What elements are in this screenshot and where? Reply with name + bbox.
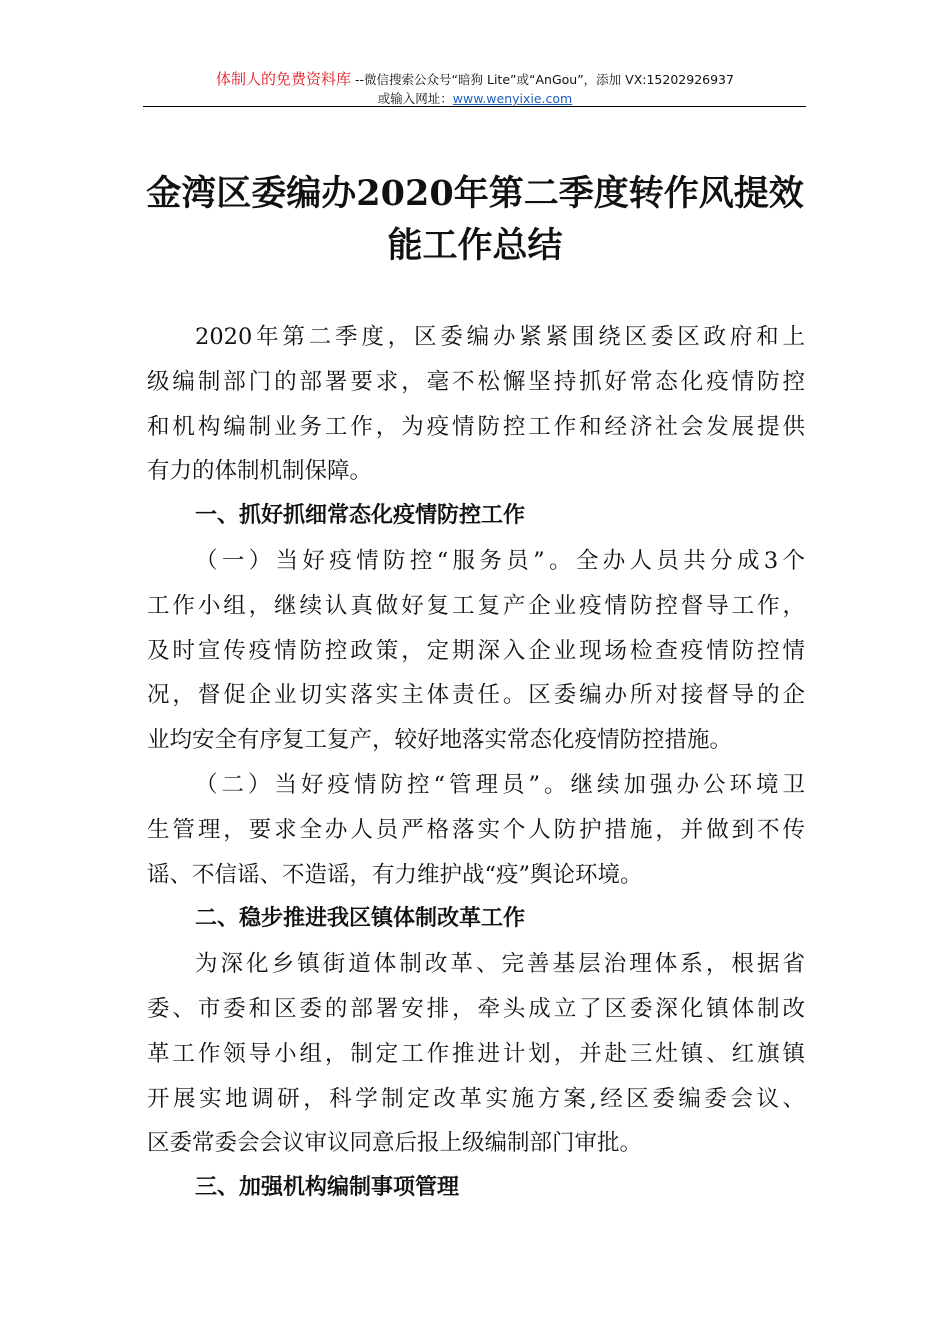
url-label: 或输入网址： bbox=[377, 91, 453, 106]
title-line: 能工作总结 bbox=[387, 225, 563, 266]
paragraph-line: 和机构编制业务工作，为疫情防控工作和经济社会发展提供 bbox=[147, 413, 805, 440]
website-link[interactable]: www.wenyixie.com bbox=[452, 91, 573, 106]
document-body bbox=[147, 315, 805, 1211]
paragraph bbox=[147, 942, 805, 1166]
paragraph-line: 及时宣传疫情防控政策，定期深入企业现场检查疫情防控情 bbox=[147, 637, 805, 664]
paragraph-line: 业均安全有序复工复产，较好地落实常态化疫情防控措施。 bbox=[147, 727, 733, 754]
paragraph-line: 区委常委会会议审议同意后报上级编制部门审批。 bbox=[147, 1130, 643, 1157]
document-title bbox=[140, 168, 810, 272]
paragraph-line: 为深化乡镇街道体制改革、完善基层治理体系，根据省 bbox=[195, 951, 805, 978]
paragraph-line: 2020年第二季度，区委编办紧紧围绕区委区政府和上 bbox=[195, 324, 805, 350]
paragraph-line: 革工作领导小组，制定工作推进计划，并赴三灶镇、红旗镇 bbox=[147, 1040, 805, 1067]
paragraph-line: 委、市委和区委的部署安排，牵头成立了区委深化镇体制改 bbox=[147, 995, 805, 1022]
paragraph-line: （一）当好疫情防控“服务员”。全办人员共分成3个 bbox=[195, 547, 805, 574]
paragraph-line: 开展实地调研，科学制定改革实施方案,经区委编委会议、 bbox=[147, 1085, 805, 1112]
header-rule bbox=[143, 106, 806, 107]
paragraph-line: （二）当好疫情防控“管理员”。继续加强办公环境卫 bbox=[195, 771, 805, 798]
header-info: --微信搜索公众号“暗狗 Lite”或“AnGou”，添加 VX:15202926937 bbox=[351, 72, 734, 87]
paragraph-line: 级编制部门的部署要求，毫不松懈坚持抓好常态化疫情防控 bbox=[147, 368, 805, 395]
paragraph-line: 有力的体制机制保障。 bbox=[147, 458, 373, 485]
paragraph-line: 生管理，要求全办人员严格落实个人防护措施，并做到不传 bbox=[147, 816, 805, 843]
paragraph bbox=[147, 315, 805, 494]
paragraph-line: 工作小组，继续认真做好复工复产企业疫情防控督导工作， bbox=[147, 592, 805, 619]
section-heading: 二、稳步推进我区镇体制改革工作 bbox=[195, 906, 526, 932]
document-header bbox=[0, 70, 950, 108]
title-line: 金湾区委编办2020年第二季度转作风提效 bbox=[146, 173, 804, 214]
paragraph-line: 况，督促企业切实落实主体责任。区委编办所对接督导的企 bbox=[147, 682, 805, 709]
section-heading: 三、加强机构编制事项管理 bbox=[195, 1175, 460, 1201]
brand-text: 体制人的免费资料库 bbox=[216, 70, 352, 88]
section-heading: 一、抓好抓细常态化疫情防控工作 bbox=[195, 503, 526, 529]
paragraph bbox=[147, 763, 805, 897]
paragraph-line: 谣、不信谣、不造谣，有力维护战“疫”舆论环境。 bbox=[147, 861, 643, 888]
paragraph bbox=[147, 539, 805, 763]
